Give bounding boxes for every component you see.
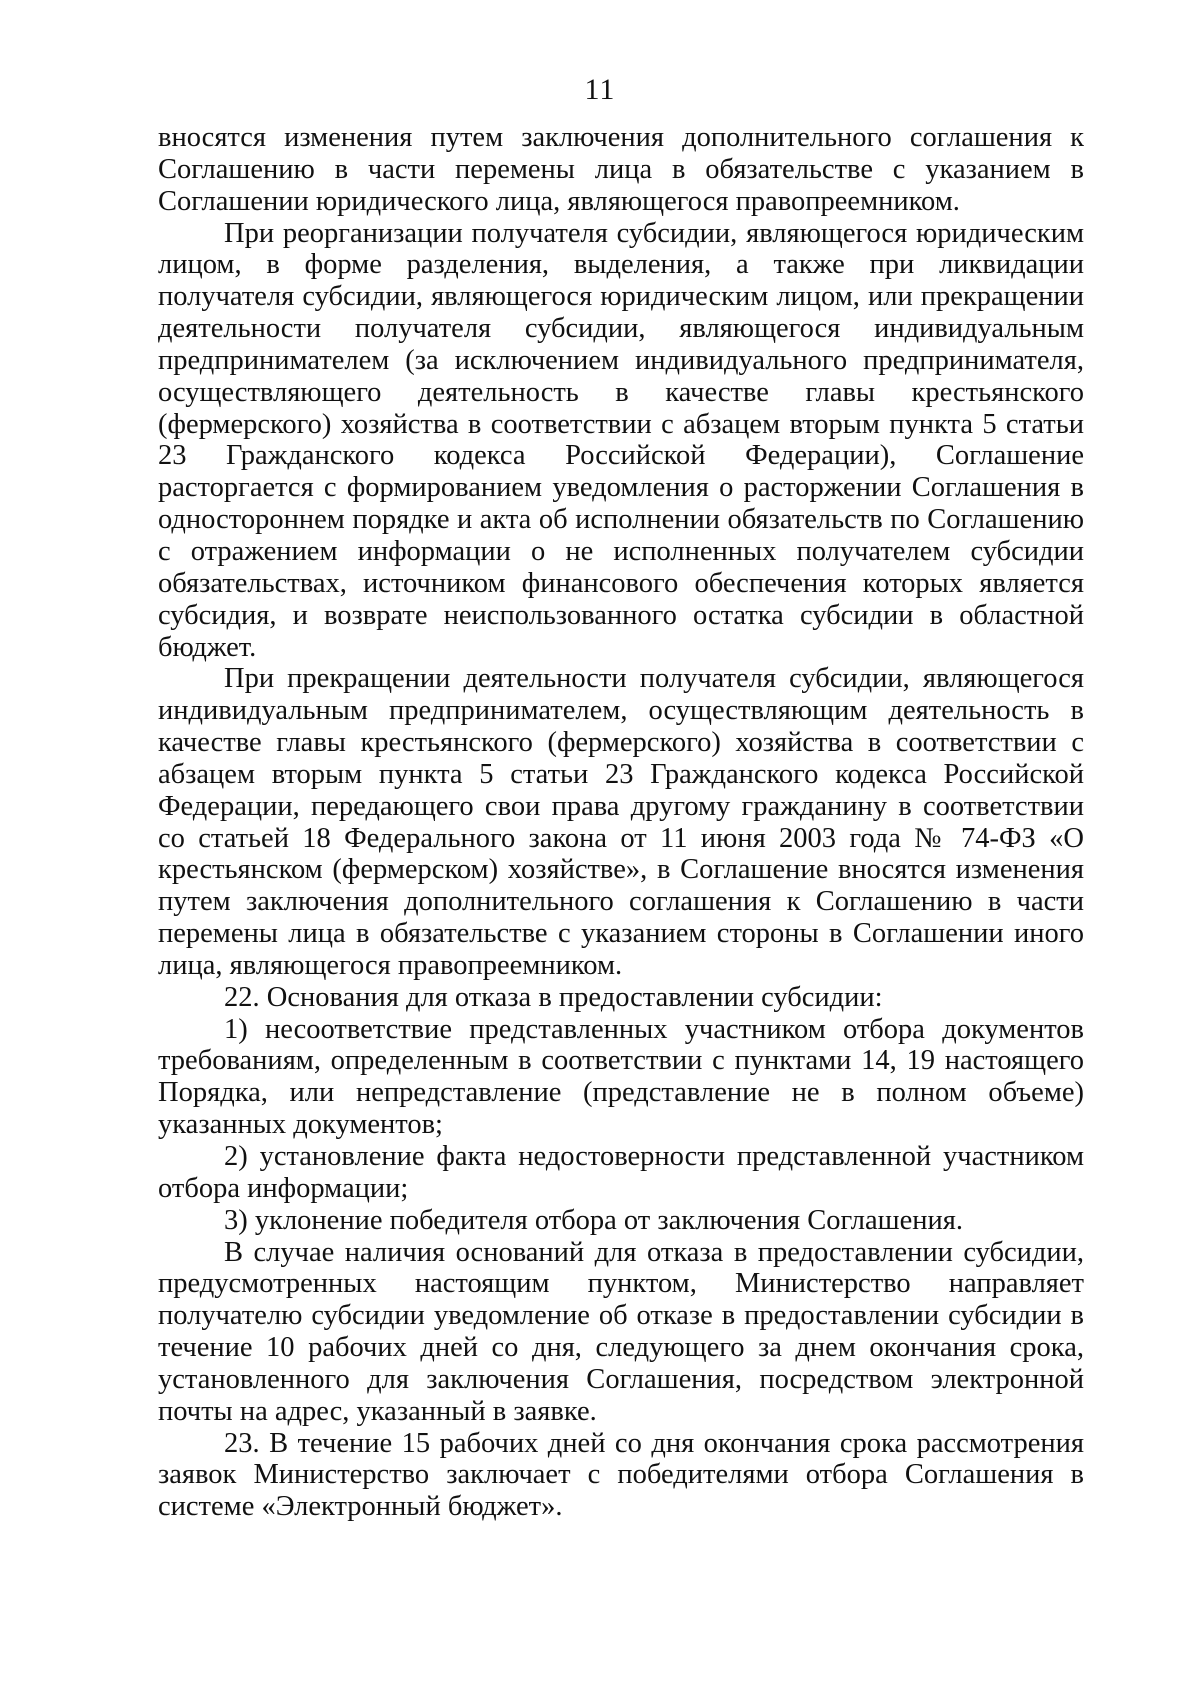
clause-23: 23. В течение 15 рабочих дней со дня окончания срока рассмотрения заявок Министерство заключает с победителями отбора Соглашения в системе «Электронный бюджет». bbox=[158, 1427, 1084, 1523]
paragraph-reorganization: При реорганизации получателя субсидии, являющегося юридическим лицом, в форме разделения, выделения, а также при ликвидации получателя субсидии, являющегося юридическим лицом, или прекращении деятельности получателя субсидии, являющегося индивидуальным предпринимателем (за исключением индивидуального предпринимателя, осуществляющего деятельность в качестве главы крестьянского (фермерского) хозяйства в соответствии с абзацем вторым пункта 5 статьи 23 Гражданского кодекса Российской Федерации), Соглашение расторгается с формированием уведомления о расторжении Соглашения в одностороннем порядке и акта об исполнении обязательств по Соглашению с отражением информации о не исполненных получателем субсидии обязательствах, источником финансового обеспечения которых является субсидия, и возврате неиспользованного остатка субсидии в областной бюджет. bbox=[158, 217, 1084, 663]
clause-22-item-2: 2) установление факта недостоверности представленной участником отбора информации; bbox=[158, 1141, 1084, 1204]
paragraph-continuation: вносятся изменения путем заключения дополнительного соглашения к Соглашению в части перемены лица в обязательстве с указанием в Соглашении юридического лица, являющегося правопреемником. bbox=[158, 122, 1084, 217]
document-body bbox=[158, 122, 1084, 1523]
clause-22-heading: 22. Основания для отказа в предоставлении субсидии: bbox=[224, 981, 883, 1013]
clause-22-item-3: 3) уклонение победителя отбора от заключения Соглашения. bbox=[224, 1204, 963, 1236]
clause-22-item-1: 1) несоответствие представленных участником отбора документов требованиям, определенным в соответствии с пунктами 14, 19 настоящего Порядка, или непредставление (представление не в полном объеме) указанных документов; bbox=[158, 1013, 1084, 1141]
paragraph-refusal-notice: В случае наличия оснований для отказа в предоставлении субсидии, предусмотренных настоящим пунктом, Министерство направляет получателю субсидии уведомление об отказе в предоставлении субсидии в течение 10 рабочих дней со дня, следующего за днем окончания срока, установленного для заключения Соглашения, посредством электронной почты на адрес, указанный в заявке. bbox=[158, 1236, 1084, 1427]
paragraph-farm-termination: При прекращении деятельности получателя субсидии, являющегося индивидуальным предпринимателем, осуществляющим деятельность в качестве главы крестьянского (фермерского) хозяйства в соответствии с абзацем вторым пункта 5 статьи 23 Гражданского кодекса Российской Федерации, передающего свои права другому гражданину в соответствии со статьей 18 Федерального закона от 11 июня 2003 года № 74-ФЗ «О крестьянском (фермерском) хозяйстве», в Соглашение вносятся изменения путем заключения дополнительного соглашения к Соглашению в части перемены лица в обязательстве с указанием стороны в Соглашении иного лица, являющегося правопреемником. bbox=[158, 663, 1084, 981]
page-number: 11 bbox=[584, 73, 616, 106]
